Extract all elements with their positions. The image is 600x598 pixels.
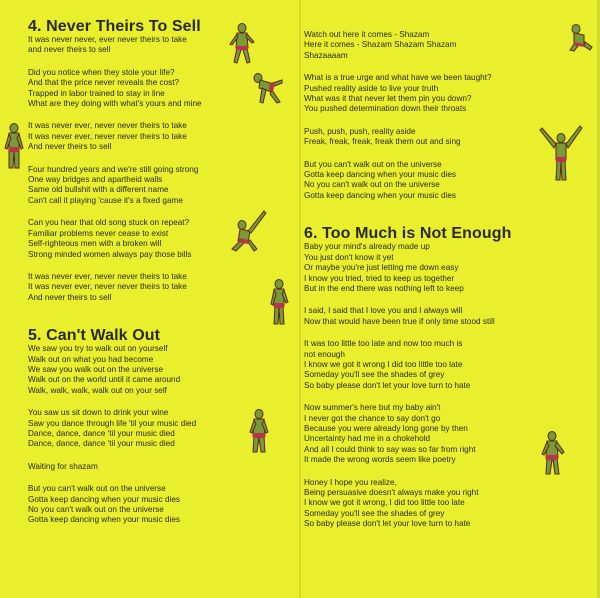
stanza — [304, 127, 574, 148]
lyric-line: Watch out here it comes - Shazam — [304, 30, 430, 39]
lyric-line: It was never ever, never never theirs to take — [28, 271, 187, 281]
lyric-line: No you can't walk out on the universe — [28, 505, 164, 514]
lyric-line: And never theirs to sell — [28, 292, 112, 302]
stanza — [28, 408, 278, 450]
lyric-line: No you can't walk out on the universe — [304, 180, 440, 190]
lyric-line: I never got the chance to say don't go — [304, 413, 441, 423]
lyric-line: Dance, dance, dance 'til your music died — [28, 439, 175, 449]
right-column — [304, 30, 574, 542]
lyric-line: Gotta keep dancing when your music dies — [28, 494, 181, 504]
lyric-line: We saw you try to walk out on yourself — [28, 344, 168, 354]
dancer-figure — [566, 22, 594, 52]
lyric-line: You pushed determination down their throats — [304, 104, 467, 114]
stanza — [28, 462, 278, 472]
lyric-line: And never theirs to sell — [28, 142, 112, 152]
stanza — [304, 160, 574, 202]
lyric-line: Uncertainty had me in a chokehold — [304, 434, 431, 444]
page-gutter — [299, 0, 301, 598]
lyric-line: Waiting for shazam — [28, 461, 98, 471]
lyric-line: Honey I hope you realize, — [304, 477, 397, 487]
lyric-line: I know we got it wrong I did too little too late — [304, 359, 463, 369]
lyric-line: Walk out on what you had become — [28, 354, 154, 364]
lyric-line: Gotta keep dancing when your music dies — [304, 190, 457, 200]
stanza — [28, 484, 278, 526]
lyric-line: But you can't walk out on the universe — [28, 484, 166, 494]
lyric-line: Same old bullshit with a different name — [28, 185, 169, 195]
lyric-line: Can you hear that old song stuck on repeat? — [28, 218, 190, 228]
lyric-line: So baby please don't let your love turn to hate — [304, 380, 471, 390]
lyric-line: Walk out on the world until it came around — [28, 375, 181, 385]
lyric-line: Someday you'll see the shades of grey — [304, 508, 445, 518]
lyric-line: Shazaaaam — [304, 50, 348, 60]
stanza — [304, 339, 574, 391]
lyric-line: It was never ever, never never theirs to take — [28, 282, 187, 292]
lyric-line: not enough — [304, 349, 345, 359]
lyric-line: And that the price never reveals the cost? — [28, 78, 180, 88]
lyric-line: It was never ever, never never theirs to take — [28, 121, 187, 131]
lyric-line: So baby please don't let your love turn to hate — [304, 519, 471, 529]
lyric-line: One way bridges and apartheid walls — [28, 175, 163, 185]
song-body — [304, 242, 574, 529]
lyric-line: Being persuasive doesn't always make you right — [304, 488, 479, 497]
stanza — [28, 165, 278, 207]
lyric-line: Gotta keep dancing when your music dies — [304, 170, 457, 180]
dancer-figure — [538, 122, 584, 184]
dancer-figure — [4, 122, 24, 172]
lyric-line: I know you tried, tried to keep us together — [304, 273, 455, 283]
lyric-line: Now summer's here but my baby ain't — [304, 403, 441, 413]
lyric-line: and never theirs to sell — [28, 45, 111, 55]
stanza — [28, 272, 278, 303]
song-body — [28, 35, 278, 303]
lyric-line: You saw us sit down to drink your wine — [28, 408, 169, 418]
lyric-line: We saw you walk out on the universe — [28, 364, 164, 374]
left-column — [28, 18, 278, 538]
stanza — [304, 73, 574, 115]
dancer-figure — [248, 408, 270, 456]
lyric-line: What is a true urge and what have we been taught? — [304, 73, 492, 83]
stanza — [304, 306, 574, 327]
stanza — [304, 242, 574, 294]
lyric-line: I said, I said that I love you and I always will — [304, 306, 463, 316]
lyric-line: Push, push, push, reality aside — [304, 126, 416, 136]
lyric-line: Because you were already long gone by then — [304, 423, 468, 433]
dancer-figure — [540, 430, 566, 478]
lyric-line: Walk, walk, walk, walk out on your self — [28, 385, 167, 395]
lyric-line: Pushed reality aside to live your truth — [304, 83, 439, 93]
lyric-line: Baby your mind's already made up — [304, 242, 430, 252]
lyric-line: Now that would have been true if only time stood still — [304, 316, 495, 326]
lyric-line: I know we got it wrong, I did too little too late — [304, 498, 465, 508]
lyric-line: Trapped in labor trained to stay in line — [28, 88, 165, 98]
lyric-line: What are they doing with what's yours and mine — [28, 99, 202, 109]
lyric-line: What was it that never let them pin you down? — [304, 94, 472, 104]
lyric-line: Four hundred years and we're still going strong — [28, 164, 199, 174]
dancer-figure — [268, 278, 290, 328]
song-continuation — [304, 30, 574, 201]
dancer-figure — [250, 70, 284, 106]
lyric-line: Dance, dance, dance 'til your music died — [28, 428, 175, 438]
lyric-line: It was never never, ever never theirs to take — [28, 35, 187, 44]
dancer-figure — [228, 205, 268, 253]
stanza — [28, 344, 278, 396]
dancer-figure — [228, 22, 256, 70]
lyric-line: Did you notice when they stole your life? — [28, 67, 175, 77]
song-title-too-much-is-not-enough: 6. Too Much is Not Enough — [304, 225, 512, 243]
lyric-line: Strong minded women always pay those bills — [28, 249, 192, 259]
song-body — [28, 344, 278, 526]
lyric-line: It made the wrong words seem like poetry — [304, 455, 456, 465]
lyric-line: Saw you dance through life 'til your music died — [28, 418, 197, 428]
lyric-line: Freak, freak, freak, freak them out and sing — [304, 137, 461, 147]
song-title-never-theirs-to-sell: 4. Never Theirs To Sell — [28, 18, 201, 35]
lyric-line: But you can't walk out on the universe — [304, 159, 442, 169]
lyric-line: It was never ever, never never theirs to take — [28, 131, 187, 141]
stanza — [28, 68, 278, 110]
lyric-line: And all I could think to say was so far from right — [304, 444, 476, 454]
stanza — [304, 30, 574, 61]
lyric-line: It was too little too late and now too much is — [304, 339, 463, 349]
lyric-line: Or maybe you're just letting me down easy — [304, 263, 459, 273]
lyric-line: Gotta keep dancing when your music dies — [28, 515, 181, 525]
stanza — [28, 121, 278, 152]
lyric-line: Familiar problems never cease to exist — [28, 228, 169, 238]
lyric-line: You just don't know it yet — [304, 252, 394, 262]
lyric-line: Can't call it playing 'cause it's a fixed game — [28, 195, 183, 205]
song-title-cant-walk-out: 5. Can't Walk Out — [28, 327, 161, 345]
stanza — [304, 403, 574, 465]
lyric-line: Someday you'll see the shades of grey — [304, 370, 445, 380]
lyric-line: Self-righteous men with a broken will — [28, 239, 162, 249]
lyric-line: Here it comes - Shazam Shazam Shazam — [304, 40, 457, 50]
lyric-line: But in the end there was nothing left to keep — [304, 283, 464, 293]
stanza — [304, 478, 574, 530]
